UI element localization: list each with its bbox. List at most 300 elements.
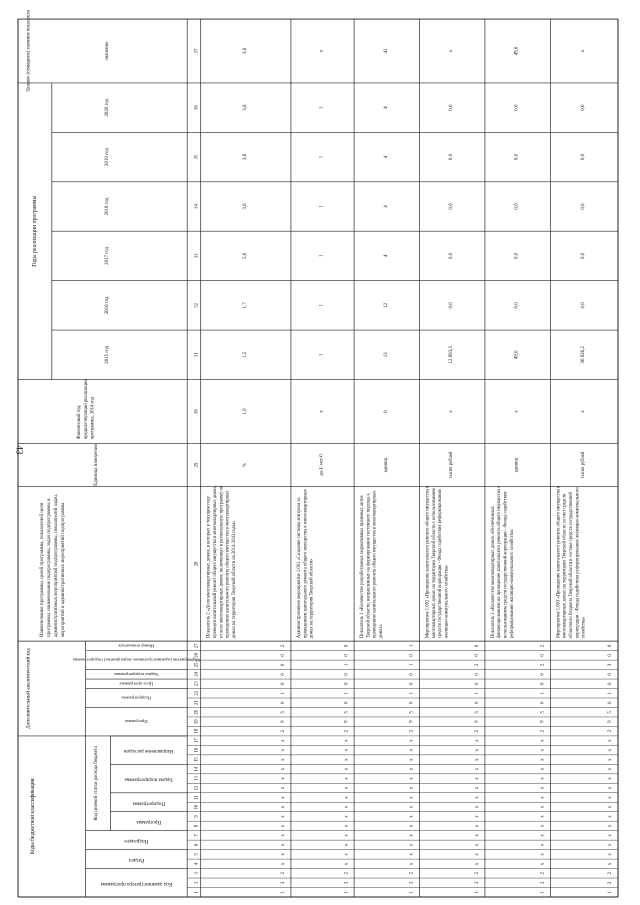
row-code: х (539, 796, 546, 799)
row-year-value: 0,0 (579, 252, 587, 260)
row-code: 2 (279, 881, 287, 885)
row-code: х (539, 786, 546, 790)
header-fin-year: программы, 2014 год (90, 397, 96, 440)
row-name: Показатель 2 «Количество многоквартирных домов, обеспеченных (490, 505, 497, 639)
row-code: 1 (408, 663, 415, 667)
row-code: 0 (473, 644, 481, 648)
row-code: х (343, 834, 350, 837)
row-code: 0 (279, 701, 287, 704)
header-years: Годы реализации программы (31, 195, 39, 267)
row-code: х (607, 815, 614, 818)
row-name: домах на территории Тверской области» (309, 558, 315, 639)
row-code: х (343, 739, 350, 742)
row-code: 0 (408, 701, 415, 704)
row-code: х (473, 805, 481, 809)
row-name: проведением капитального ремонта общего имущества в многоквартирных (303, 488, 309, 639)
row-code: 1 (279, 891, 287, 894)
row-code: х (279, 739, 287, 742)
row-code: 2 (279, 729, 287, 733)
header-expense-sub: Направление расходов (124, 748, 174, 753)
row-code: 0 (473, 701, 481, 704)
column-number: 1 (194, 891, 200, 894)
row-code: х (279, 767, 287, 771)
row-code: 5 (279, 710, 287, 714)
row-code: х (408, 862, 415, 866)
row-code: х (607, 767, 614, 771)
row-code: 1 (279, 692, 287, 695)
row-code: 2 (343, 872, 350, 875)
header-expense-code: Код целевой статьи расхода бюджета (93, 746, 100, 821)
row-name: многоквартирных домах на территории Тверской области за счет средств (562, 493, 568, 639)
row-year-value: 1,5 (241, 351, 248, 358)
row-code: х (607, 834, 614, 837)
row-fin: 1,9 (241, 408, 248, 415)
row-code: х (408, 739, 415, 742)
row-code: х (607, 796, 614, 799)
row-code: х (473, 786, 481, 790)
row-code: х (408, 786, 415, 790)
row-code: х (473, 862, 481, 866)
row-code: х (279, 853, 287, 856)
row-year-value: 1 (318, 155, 325, 159)
header-value: значение (104, 41, 111, 61)
header-additional-sub: Задача подпрограммы (114, 671, 159, 677)
row-year-value: 3,6 (241, 104, 248, 111)
header-fin-year: предшествующий реализации (83, 379, 89, 440)
page-number: 43 (14, 445, 25, 455)
row-code: 1 (343, 891, 350, 894)
header-year-2017: 2017 год (104, 247, 111, 265)
row-year-value: 3,6 (241, 203, 248, 210)
column-number: 30 (194, 409, 200, 414)
row-fin: х (513, 410, 520, 413)
row-unit: % (242, 463, 248, 467)
row-code: х (279, 796, 287, 799)
row-name: от всех многоквартирных домов, включенных в региональную программу по (219, 485, 225, 639)
row-name: Показатель 1 «Количество разработанных нормативных правовых актов (359, 495, 366, 639)
column-number: 12 (194, 785, 200, 791)
row-code: х (473, 767, 481, 771)
row-code: х (539, 862, 546, 866)
row-code: 1 (607, 891, 614, 894)
row-name: Показатель 2 «Доля многоквартирных домов, в которых в текущем году (206, 496, 212, 639)
row-code: х (473, 853, 481, 856)
row-code: 0 (343, 682, 350, 686)
row-year-value: 4 (382, 155, 389, 159)
column-number: 33 (194, 253, 200, 259)
row-year-value: 12 893,3 (448, 346, 455, 364)
header-additional-sub: Программа (125, 719, 148, 724)
row-code: х (473, 739, 481, 742)
column-number: 31 (194, 352, 200, 358)
row-name: проведению капитального ремонта общего имущества в многоквартирных (225, 490, 231, 639)
row-code: 2 (473, 729, 481, 733)
column-number: 2 (194, 881, 200, 884)
row-code: 9 (343, 720, 350, 723)
row-code: 0 (343, 673, 350, 676)
row-code: 5 (539, 710, 546, 714)
row-year-value: 0,0 (448, 153, 455, 161)
row-year-value: 0,0 (448, 252, 455, 260)
row-name: областного бюджета Тверской области в составе средств государственной (568, 492, 575, 639)
row-code: 5 (408, 710, 415, 714)
row-year-value: 0,0 (579, 302, 587, 309)
row-fin: х (318, 410, 325, 413)
row-unit: тысяч рублей (581, 451, 587, 479)
header-section: Раздел (128, 857, 145, 863)
row-year-value: 49,0 (513, 350, 520, 360)
row-name: реформированию жилищно-коммунального хозяйства» (509, 528, 515, 639)
row-code: х (408, 824, 415, 828)
row-code: х (279, 815, 287, 818)
row-code: 1 (343, 692, 350, 695)
column-number: 29 (194, 462, 200, 468)
row-year-value: 1,7 (241, 302, 248, 309)
row-code: х (539, 739, 546, 742)
row-code: 2 (539, 872, 546, 875)
row-code: х (408, 758, 415, 761)
column-number: 8 (194, 824, 200, 828)
row-name: хозяйства» (581, 616, 587, 639)
row-unit: единиц (514, 457, 520, 473)
header-additional-code: Дополнительный аналитический код (25, 648, 32, 729)
header-year-2019: 2019 год (104, 148, 111, 166)
row-code: х (607, 805, 614, 809)
row-code: х (607, 758, 614, 761)
row-code: 1 (473, 692, 481, 695)
column-number: 25 (194, 662, 200, 668)
row-code: 9 (279, 720, 287, 723)
row-code: х (607, 862, 614, 866)
header-name: программы, наименование подпрограммы, задач подпрограммы и (45, 498, 52, 638)
row-code: х (408, 777, 415, 780)
row-code: х (473, 843, 481, 847)
row-year-value: 0,0 (579, 153, 587, 161)
row-code: 0 (607, 654, 614, 657)
column-number: 13 (194, 776, 200, 781)
column-number: 27 (194, 643, 200, 649)
column-number: 23 (194, 681, 200, 687)
row-code: 2 (607, 881, 614, 885)
row-code: 0 (408, 673, 415, 676)
row-code: 0 (607, 644, 614, 648)
row-code: х (343, 758, 350, 761)
row-code: 2 (539, 663, 546, 667)
column-number: 28 (194, 561, 200, 567)
row-code: х (539, 767, 546, 771)
row-name: использованием средств государственной корпорации - Фонда содействия (503, 491, 509, 639)
column-number: 24 (194, 671, 200, 677)
column-number: 9 (194, 815, 200, 818)
row-code: х (408, 805, 415, 809)
row-code: 2 (408, 872, 415, 875)
row-code: х (473, 758, 481, 761)
row-unit: да-1/ нет-0 (319, 454, 325, 476)
row-code: х (343, 777, 350, 780)
row-fin: 8 (382, 410, 389, 413)
row-code: х (343, 748, 350, 752)
column-number: 4 (194, 862, 200, 866)
row-code: 2 (473, 872, 481, 875)
row-code: 0 (279, 682, 287, 686)
row-code: 0 (539, 673, 546, 676)
row-code: х (279, 843, 287, 847)
row-code: х (539, 758, 546, 761)
row-code: 2 (279, 644, 287, 648)
header-expense-sub: Программа (136, 819, 162, 825)
row-code: х (473, 815, 481, 818)
row-code: 2 (473, 881, 481, 885)
row-code: х (408, 815, 415, 818)
row-code: х (473, 834, 481, 837)
row-code: х (408, 796, 415, 799)
row-code: х (607, 824, 614, 828)
row-code: 9 (607, 720, 614, 723)
header-additional-sub: Подпрограмма (121, 695, 152, 701)
row-code: х (539, 834, 546, 837)
row-year-value: 1 (318, 106, 325, 109)
row-name: Мероприятие 1.003 «Проведение капитального ремонта общего имущества в (556, 485, 562, 639)
row-code: х (539, 777, 546, 780)
row-year-value: 0,0 (513, 104, 520, 111)
row-name: домах» (378, 623, 385, 639)
row-code: х (473, 777, 481, 780)
row-code: х (279, 824, 287, 828)
row-code: 0 (539, 654, 546, 657)
row-code: 5 (343, 710, 350, 714)
row-code: х (279, 748, 287, 752)
row-target: х (579, 49, 587, 53)
row-unit: тысяч рублей (449, 451, 455, 479)
row-code: х (343, 786, 350, 790)
row-year-value: 1 (318, 304, 325, 307)
row-code: 0 (473, 682, 481, 686)
row-code: 2 (473, 663, 481, 667)
header-name: административных мероприятий подпрограммы, показателей задач, (52, 494, 59, 638)
row-year-value: 0,0 (579, 203, 587, 210)
row-code: х (279, 834, 287, 837)
row-name: средств государственной корпорации - Фонда содействия реформированию (438, 488, 444, 639)
header-year-2015: 2015 год (104, 345, 111, 364)
row-code: х (343, 853, 350, 856)
column-number: 11 (194, 795, 200, 800)
row-code: х (279, 786, 287, 790)
row-code: х (539, 853, 546, 856)
budget-program-table (18, 10, 618, 897)
row-code: х (539, 843, 546, 847)
row-code: 2 (539, 881, 546, 885)
row-code: х (408, 843, 415, 847)
row-year-value: 4 (382, 254, 389, 258)
row-fin: х (579, 410, 587, 413)
row-code: х (343, 796, 350, 799)
column-number: 20 (194, 709, 200, 715)
header-target: Целевое (суммарное) значение показателя (26, 10, 32, 92)
row-code: х (408, 767, 415, 771)
row-code: 0 (607, 682, 614, 686)
row-code: х (279, 777, 287, 780)
row-name: домах на территории Тверской области на 2014-2043 годы» (231, 520, 238, 639)
row-code: х (473, 796, 481, 799)
row-year-value: 1 (318, 254, 325, 258)
header-subsection: Подраздел (124, 838, 149, 844)
row-code: 2 (343, 729, 350, 733)
row-target: 49,0 (513, 46, 520, 56)
row-code: х (607, 853, 614, 856)
row-year-value: 12 (382, 302, 389, 308)
column-number: 10 (194, 804, 200, 810)
row-year-value: 0,0 (513, 153, 520, 161)
row-code: 2 (343, 881, 350, 885)
row-year-value: 0,0 (513, 302, 520, 309)
row-code: х (607, 748, 614, 752)
row-year-value: 4 (382, 205, 389, 208)
row-code: 1 (473, 891, 481, 894)
row-target: 3,6 (241, 47, 248, 55)
row-code: 0 (343, 701, 350, 704)
row-fin: х (448, 410, 455, 413)
row-code: 3 (607, 663, 614, 667)
row-code: 9 (473, 720, 481, 723)
row-code: 0 (408, 654, 415, 657)
row-code: 0 (539, 682, 546, 686)
row-code: х (343, 843, 350, 847)
row-name: проведению капитального ремонта общего имущества в многоквартирных (372, 490, 378, 639)
row-code: 2 (607, 729, 614, 733)
row-code: х (539, 815, 546, 818)
row-year-value: 1 (318, 353, 325, 357)
row-code: 1 (539, 891, 546, 894)
column-number: 7 (194, 834, 200, 837)
header-name: мероприятий и административных мероприятий подпрограммы (59, 502, 66, 638)
row-name: Административное мероприятие 1.001 «Создание системы контроля за (296, 497, 303, 639)
column-number: 19 (194, 719, 200, 725)
header-fin-year: Финансовый год, (76, 404, 83, 440)
row-code: х (343, 824, 350, 828)
row-code: 1 (408, 891, 415, 894)
row-code: 9 (408, 720, 415, 723)
row-year-value: 0,0 (448, 302, 455, 309)
row-name: проведен капитальный ремонт общего имущества в многоквартирных домах, (212, 485, 219, 639)
row-code: 0 (607, 701, 614, 704)
header-year-2018: 2018 год (104, 197, 111, 216)
row-year-value: 0,0 (513, 203, 520, 210)
row-code: 0 (607, 673, 614, 676)
row-target: х (448, 49, 455, 53)
row-code: 1 (408, 692, 415, 695)
column-number: 18 (194, 728, 200, 734)
row-code: 0 (279, 654, 287, 657)
row-code: 0 (473, 654, 481, 657)
row-code: х (408, 834, 415, 837)
row-code: х (279, 805, 287, 809)
column-number: 36 (194, 105, 200, 110)
row-code: х (343, 862, 350, 866)
header-budget-codes: Коды бюджетной классификации (29, 778, 36, 855)
row-year-value: 5,8 (241, 252, 248, 260)
column-number: 37 (194, 48, 200, 54)
row-code: 0 (539, 701, 546, 704)
row-code: х (607, 786, 614, 790)
row-name: финансированием на проведение капитального ремонта общего имущества с (497, 485, 503, 639)
row-year-value: 3,6 (241, 153, 248, 161)
row-code: х (279, 758, 287, 761)
row-code: 0 (473, 673, 481, 676)
row-code: 0 (343, 654, 350, 657)
row-code: х (343, 805, 350, 809)
header-additional-sub: Мероприятие (административное мероприятие) подпрограммы (72, 657, 201, 663)
row-code: 2 (539, 644, 546, 648)
row-name: Мероприятие 1.002 «Проведение капитального ремонта общего имущества в (425, 485, 431, 639)
column-number: 21 (194, 700, 200, 706)
row-target: х (318, 49, 325, 53)
row-code: 0 (279, 663, 287, 667)
row-year-value: 36 826,2 (579, 346, 587, 364)
column-number: 34 (194, 204, 200, 209)
row-code: х (408, 748, 415, 752)
column-number: 3 (194, 872, 200, 875)
row-code: х (408, 853, 415, 856)
row-code: 2 (408, 729, 415, 733)
column-number: 6 (194, 843, 200, 847)
row-name: многоквартирных домах на территории Тверской области с использованием (431, 488, 437, 639)
row-code: 0 (408, 682, 415, 686)
row-code: 2 (279, 872, 287, 875)
column-number: 22 (194, 690, 200, 696)
row-code: 1 (343, 663, 350, 667)
header-additional-sub: Номер показателя (118, 643, 155, 649)
row-code: х (343, 767, 350, 771)
header-unit: Единица измерения (92, 444, 100, 486)
row-target: 41 (382, 48, 389, 54)
column-number: 17 (194, 738, 200, 744)
row-code: х (607, 843, 614, 847)
row-name: жилищно-коммунального хозяйства» (444, 564, 450, 639)
row-name: корпорации - Фонда содействия реформированию жилищно-коммунального (575, 487, 581, 639)
row-year-value: 0,0 (579, 104, 587, 111)
column-number: 14 (194, 766, 200, 772)
row-code: х (607, 777, 614, 780)
column-number: 32 (194, 303, 200, 308)
header-year-2020: 2020 год (104, 98, 111, 117)
column-number: 16 (194, 747, 200, 753)
row-code: х (539, 748, 546, 752)
row-code: 9 (539, 720, 546, 723)
row-year-value: 4 (382, 106, 389, 109)
row-code: х (343, 815, 350, 818)
row-year-value: 13 (382, 352, 389, 358)
header-admin-code: Код администратора программы (100, 880, 173, 886)
row-code: х (279, 862, 287, 866)
row-year-value: 0,0 (513, 252, 520, 260)
row-code: 0 (279, 673, 287, 676)
row-name: Тверской области, направленных на формирование системного подхода к (366, 493, 372, 639)
row-unit: единиц (383, 457, 389, 473)
header-additional-sub: Цель программы (119, 681, 154, 687)
row-code: х (539, 824, 546, 828)
row-code: х (607, 739, 614, 742)
row-code: 2 (408, 881, 415, 885)
row-code: 5 (473, 710, 481, 714)
row-code: х (473, 748, 481, 752)
header-expense-sub: Задача подпрограммы (124, 776, 174, 782)
row-year-value: 1 (318, 205, 325, 208)
row-code: х (539, 805, 546, 809)
column-number: 35 (194, 154, 200, 160)
row-code: 2 (607, 872, 614, 875)
row-code: х (473, 824, 481, 828)
header-year-2016: 2016 год (104, 296, 111, 315)
